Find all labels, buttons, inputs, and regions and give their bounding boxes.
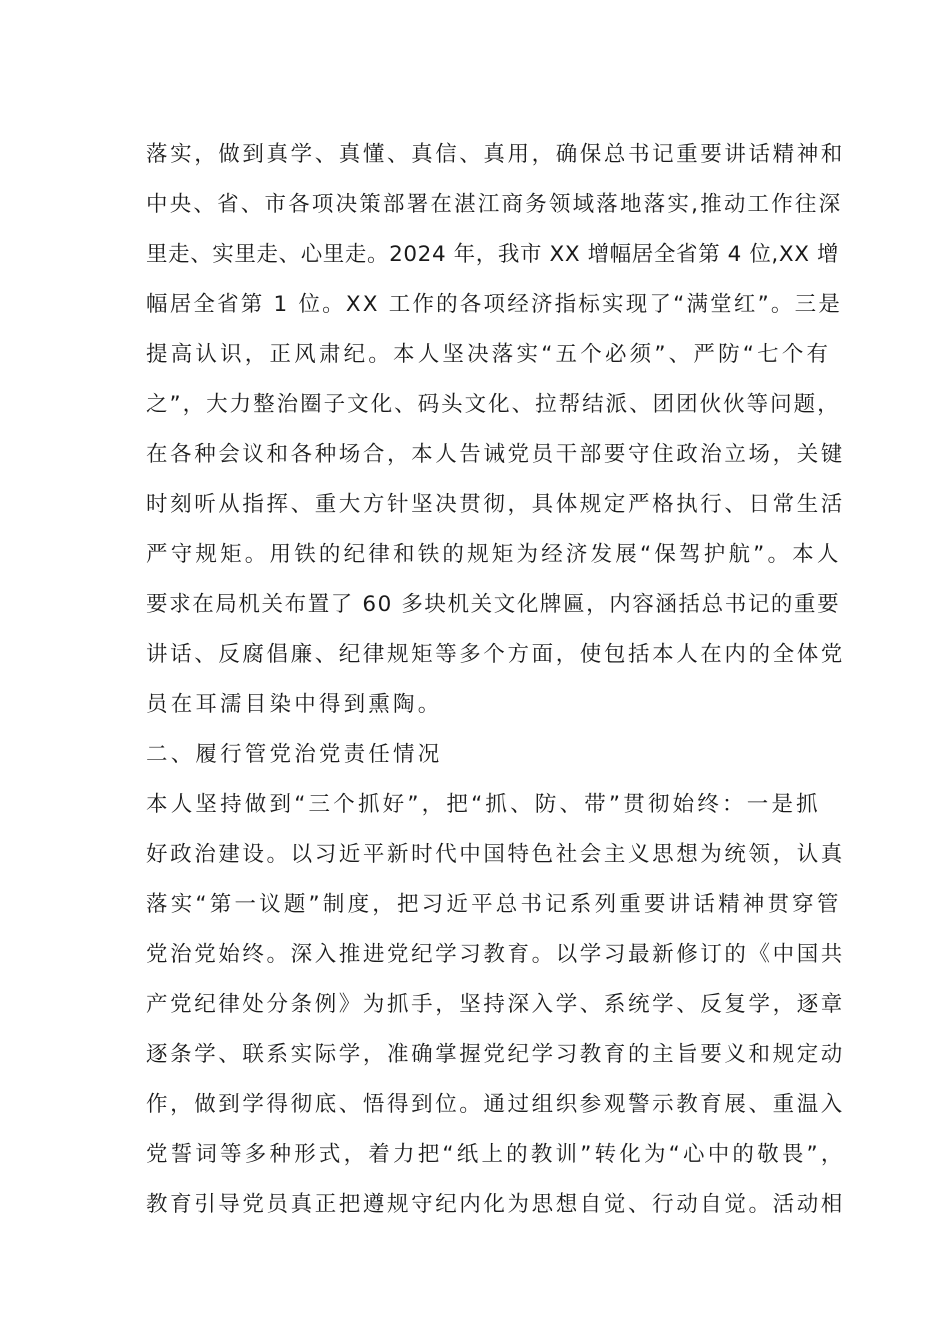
text-line: 严守规矩。用铁的纪律和铁的规矩为经济发展“保驾护航”。本人: [146, 542, 842, 567]
text-line: 提高认识，正风肃纪。本人坚决落实“五个必须”、严防“七个有: [146, 342, 832, 367]
text-line: 幅居全省第 1 位。XX 工作的各项经济指标实现了“满堂红”。三是: [146, 292, 843, 317]
text-line: 党治党始终。深入推进党纪学习教育。以学习最新修订的《中国共: [146, 942, 845, 967]
text-line: 逐条学、联系实际学，准确掌握党纪学习教育的主旨要义和规定动: [146, 1042, 845, 1067]
text-line: 好政治建设。以习近平新时代中国特色社会主义思想为统领，认真: [146, 842, 845, 867]
text-line: 产党纪律处分条例》为抓手，坚持深入学、系统学、反复学，逐章: [146, 992, 845, 1017]
text-line: 中央、省、市各项决策部署在湛江商务领域落地落实,推动工作往深: [146, 192, 843, 217]
text-line: 里走、实里走、心里走。2024 年，我市 XX 增幅居全省第 4 位,XX 增: [146, 242, 840, 267]
text-line: 本人坚持做到“三个抓好”，把“抓、防、带”贯彻始终：一是抓: [146, 792, 821, 817]
text-line: 在各种会议和各种场合，本人告诫党员干部要守住政治立场，关键: [146, 442, 845, 467]
text-line: 落实，做到真学、真懂、真信、真用，确保总书记重要讲话精神和: [146, 142, 845, 167]
text-line: 落实“第一议题”制度，把习近平总书记系列重要讲话精神贯穿管: [146, 892, 842, 917]
text-line: 要求在局机关布置了 60 多块机关文化牌匾，内容涵括总书记的重要: [146, 592, 841, 617]
body-text: [146, 130, 846, 1230]
text-line: 作，做到学得彻底、悟得到位。通过组织参观警示教育展、重温入: [146, 1092, 845, 1117]
text-line: 党誓词等多种形式，着力把“纸上的教训”转化为“心中的敬畏”，: [146, 1142, 846, 1167]
text-line: 讲话、反腐倡廉、纪律规矩等多个方面，使包括本人在内的全体党: [146, 642, 845, 667]
text-line: 时刻听从指挥、重大方针坚决贯彻，具体规定严格执行、日常生活: [146, 492, 845, 517]
text-line: 员在耳濡目染中得到熏陶。: [146, 692, 443, 717]
section-heading: 二、履行管党治党责任情况: [146, 742, 443, 767]
text-line: 教育引导党员真正把遵规守纪内化为思想自觉、行动自觉。活动相: [146, 1192, 845, 1217]
text-line: 之”，大力整治圈子文化、码头文化、拉帮结派、团团伙伙等问题，: [146, 392, 841, 417]
